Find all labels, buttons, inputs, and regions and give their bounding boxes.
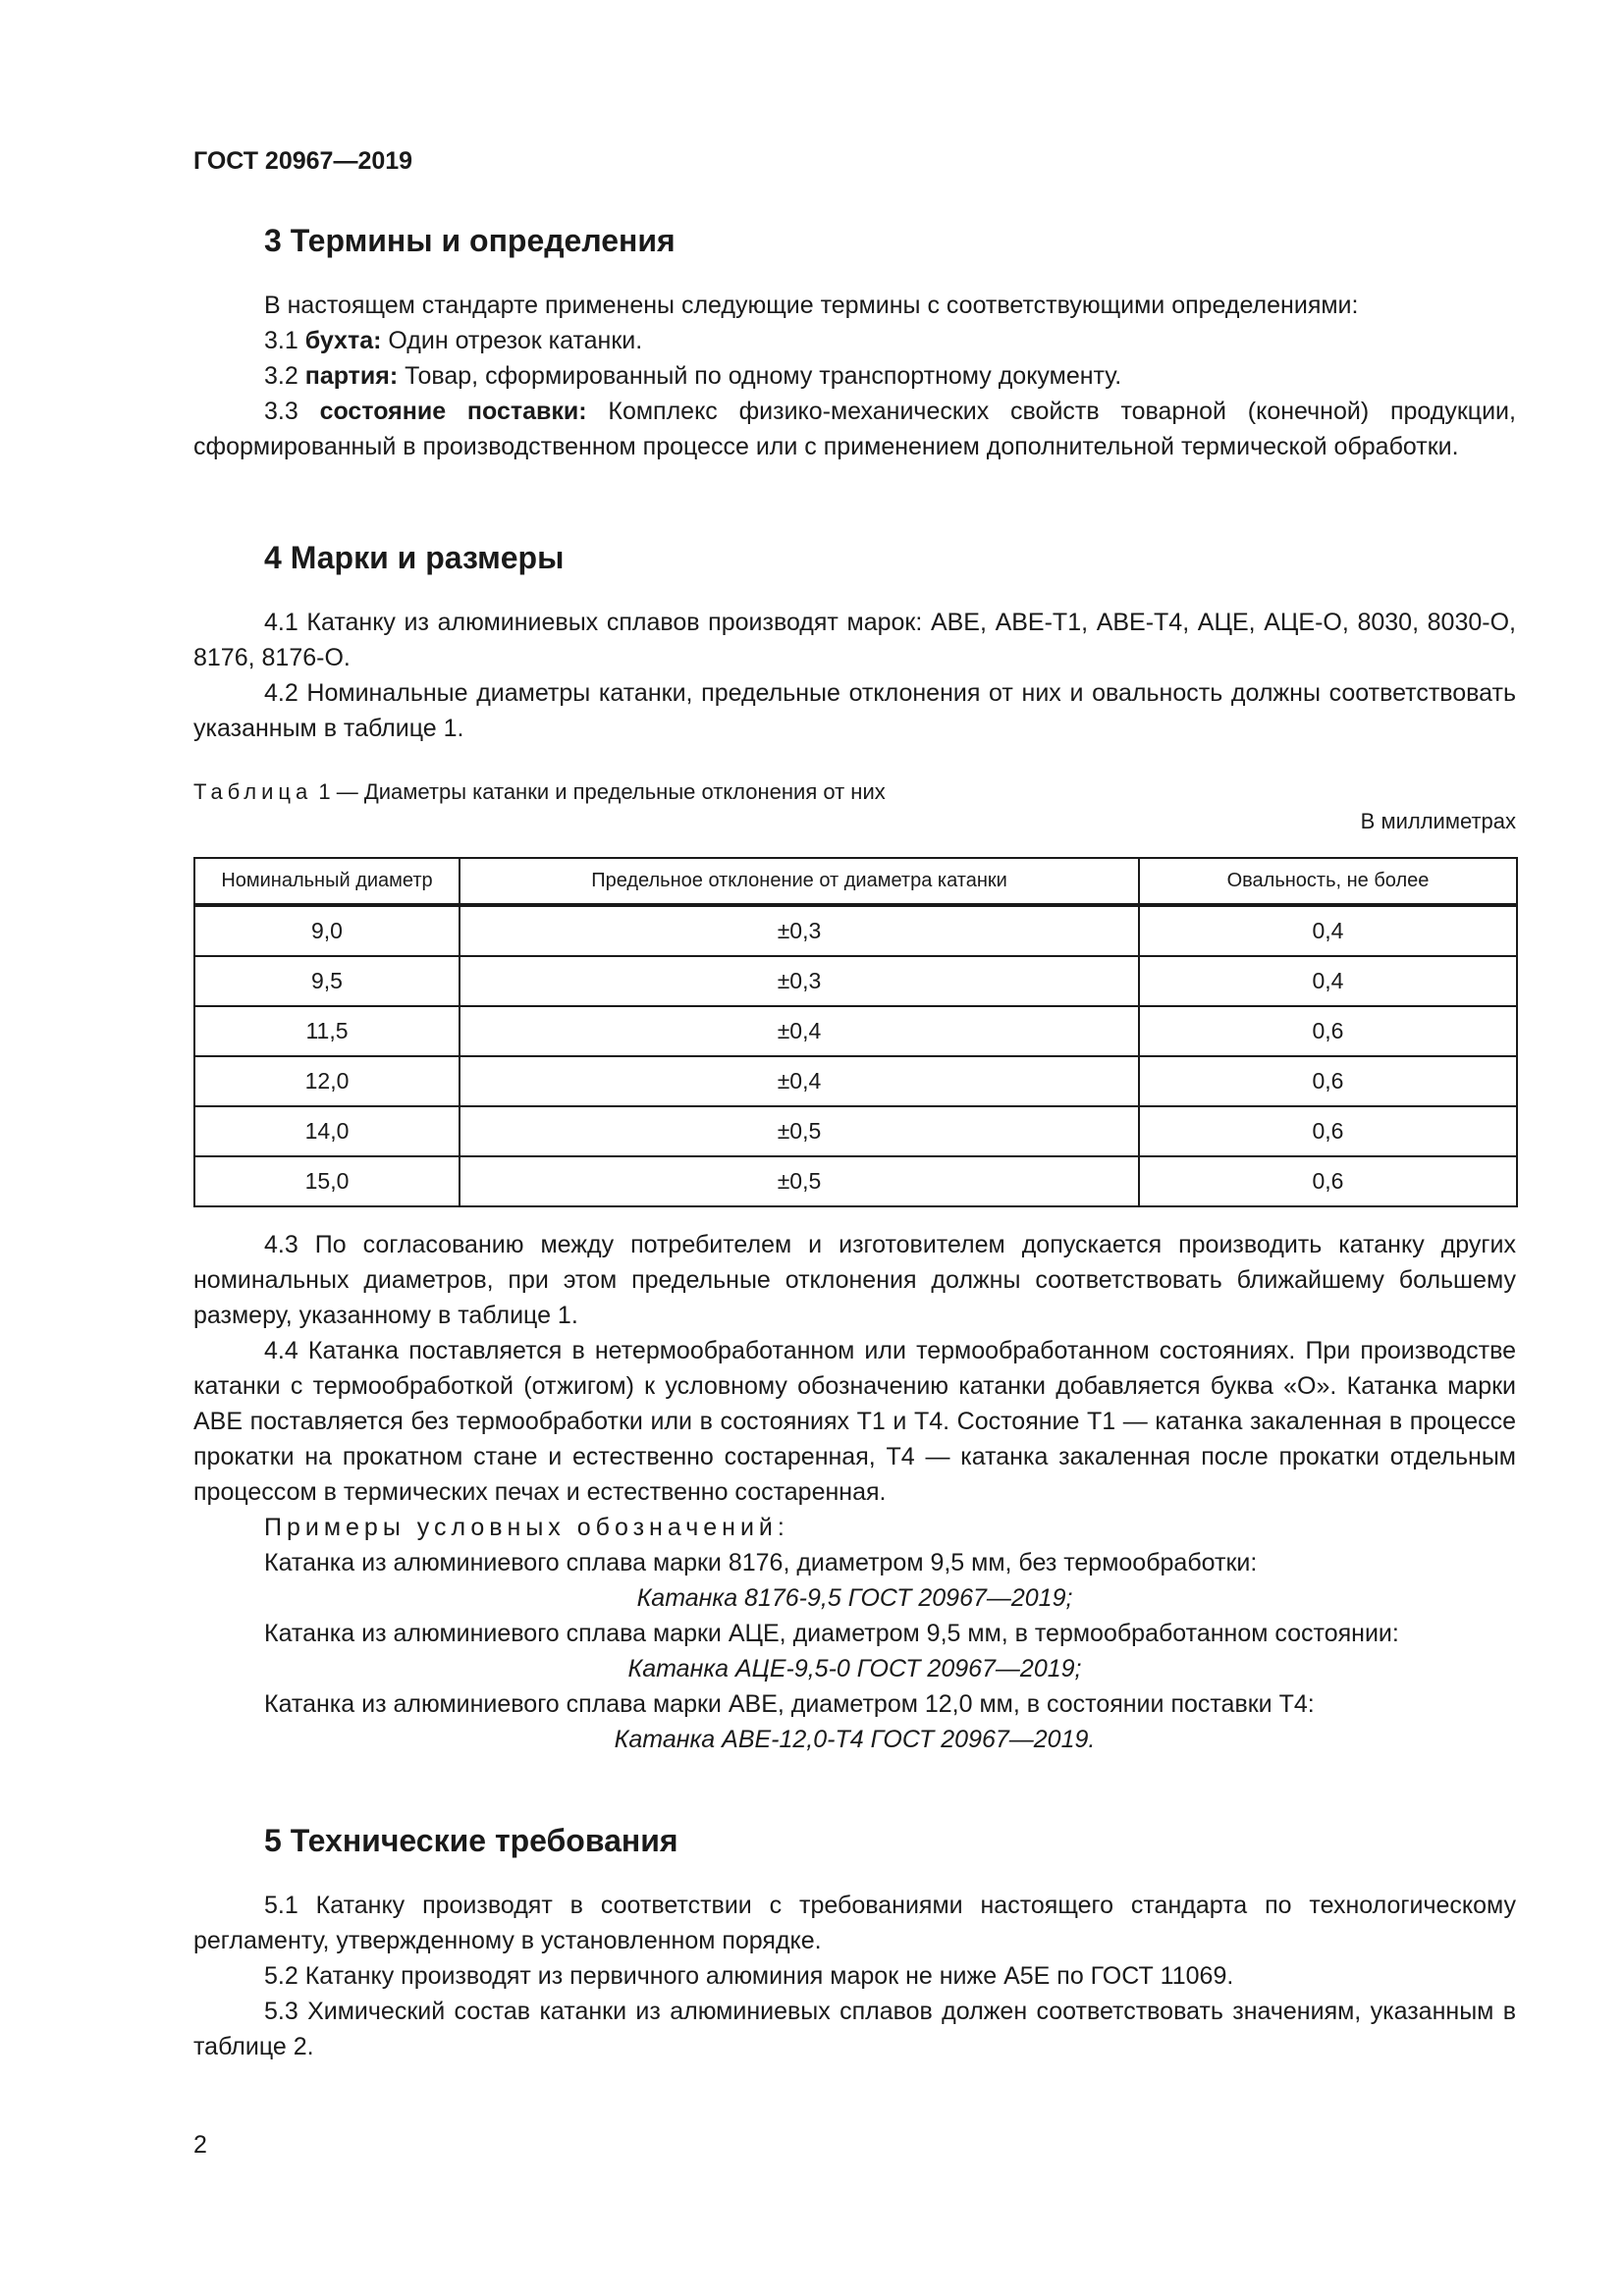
term-number: 3.3 (264, 398, 298, 425)
table-cell: 12,0 (194, 1056, 460, 1106)
term-definition: Один отрезок катанки. (388, 327, 643, 354)
table-caption-label: Таблица (193, 779, 313, 804)
table-cell: 0,4 (1139, 956, 1517, 1006)
table-cell: 11,5 (194, 1006, 460, 1056)
table-cell: ±0,5 (460, 1156, 1139, 1206)
table-cell: 15,0 (194, 1156, 460, 1206)
paragraph-5-3: 5.3 Химический состав катанки из алюминиевых сплавов должен соответствовать значениям, указанным в таблице 2. (193, 1998, 1516, 2060)
paragraph-4-1: 4.1 Катанку из алюминиевых сплавов производят марок: АВЕ, АВЕ-Т1, АВЕ-Т4, АЦЕ, АЦЕ-О, 8030, 8030-О, 8176, 8176-О. (193, 609, 1516, 671)
paragraph-4-2: 4.2 Номинальные диаметры катанки, предельные отклонения от них и овальность должны соответствовать указанным в таблице 1. (193, 679, 1516, 742)
section-5 (193, 1821, 1516, 2064)
table-1-units: В миллиметрах (1360, 809, 1516, 833)
term-definition: Комплекс физико-механических свойств товарной (конечной) продукции, сформированный в производственном процессе или с применением дополнительной термической обработки. (193, 398, 1516, 460)
paragraph-5-1: 5.1 Катанку производят в соответствии с требованиями настоящего стандарта по технологическому регламенту, утвержденному в установленном порядке. (193, 1892, 1516, 1954)
table-row (194, 1106, 1517, 1156)
table-cell: 0,6 (1139, 1056, 1517, 1106)
example-code: Катанка 8176-9,5 ГОСТ 20967—2019; (636, 1584, 1073, 1612)
page-number: 2 (193, 2131, 207, 2159)
table-cell: 14,0 (194, 1106, 460, 1156)
table-1 (193, 857, 1518, 1207)
table-row (194, 1006, 1517, 1056)
example-description: Катанка из алюминиевого сплава марки АЦЕ, диаметром 9,5 мм, в термообработанном состоянии: (264, 1620, 1399, 1647)
term-definition: Товар, сформированный по одному транспортному документу. (405, 362, 1122, 390)
table-cell: ±0,4 (460, 1056, 1139, 1106)
table-cell: 0,4 (1139, 905, 1517, 956)
example-code: Катанка АЦЕ-9,5-0 ГОСТ 20967—2019; (627, 1655, 1082, 1682)
table-cell: 0,6 (1139, 1156, 1517, 1206)
examples-label: Примеры условных обозначений: (264, 1514, 789, 1541)
column-header: Номинальный диаметр (194, 858, 460, 905)
document-code: ГОСТ 20967—2019 (193, 147, 413, 175)
table-cell: 0,6 (1139, 1006, 1517, 1056)
table-cell: ±0,3 (460, 905, 1139, 956)
section-4-continued (193, 1227, 1516, 1757)
section-4-title: 4 Марки и размеры (264, 540, 565, 575)
table-row (194, 1156, 1517, 1206)
table-row (194, 1056, 1517, 1106)
table-caption-text: 1 — Диаметры катанки и предельные отклонения от них (312, 779, 886, 804)
column-header: Предельное отклонение от диаметра катанки (460, 858, 1139, 905)
paragraph-5-2: 5.2 Катанку производят из первичного алюминия марок не ниже А5Е по ГОСТ 11069. (264, 1962, 1234, 1990)
example-description: Катанка из алюминиевого сплава марки 8176, диаметром 9,5 мм, без термообработки: (264, 1549, 1258, 1576)
term-name: партия: (304, 362, 399, 390)
table-cell: ±0,4 (460, 1006, 1139, 1056)
table-1-caption (193, 779, 886, 805)
section-3 (193, 221, 1516, 464)
section-3-title: 3 Термины и определения (264, 223, 676, 258)
table-cell: 0,6 (1139, 1106, 1517, 1156)
table-row (194, 956, 1517, 1006)
table-cell: 9,5 (194, 956, 460, 1006)
term-3-2 (193, 358, 1516, 394)
term-name: состояние поставки: (319, 398, 587, 425)
table-cell: 9,0 (194, 905, 460, 956)
paragraph-4-3: 4.3 По согласованию между потребителем и изготовителем допускается производить катанку других номинальных диаметров, при этом предельные отклонения должны соответствовать ближайшему большему размеру, указанному в таблице 1. (193, 1231, 1516, 1329)
example-description: Катанка из алюминиевого сплава марки АВЕ, диаметром 12,0 мм, в состоянии поставки Т4: (264, 1690, 1315, 1718)
term-name: бухта: (304, 327, 382, 354)
paragraph-4-4: 4.4 Катанка поставляется в нетермообработанном или термообработанном состояниях. При производстве катанки с термообработкой (отжигом) к условному обозначению катанки добавляется буква «О». Катанка марки АВЕ поставляется без термообработки или в состояниях Т1 и Т4. Состояние Т1 — катанка закаленная в процессе прокатки на прокатном стане и естественно состаренная, Т4 — катанка закаленная после прокатки отдельным процессом в термических печах и естественно состаренная. (193, 1337, 1516, 1506)
term-number: 3.2 (264, 362, 298, 390)
table-cell: ±0,3 (460, 956, 1139, 1006)
term-3-1 (193, 323, 1516, 358)
table-header-row (194, 858, 1517, 905)
term-3-3 (193, 394, 1516, 464)
term-number: 3.1 (264, 327, 298, 354)
section-3-intro: В настоящем стандарте применены следующие термины с соответствующими определениями: (264, 292, 1359, 319)
column-header: Овальность, не более (1139, 858, 1517, 905)
section-4 (193, 538, 1516, 746)
example-code: Катанка АВЕ-12,0-Т4 ГОСТ 20967—2019. (614, 1726, 1096, 1753)
table-cell: ±0,5 (460, 1106, 1139, 1156)
section-5-title: 5 Технические требования (264, 1823, 678, 1858)
table-row (194, 905, 1517, 956)
